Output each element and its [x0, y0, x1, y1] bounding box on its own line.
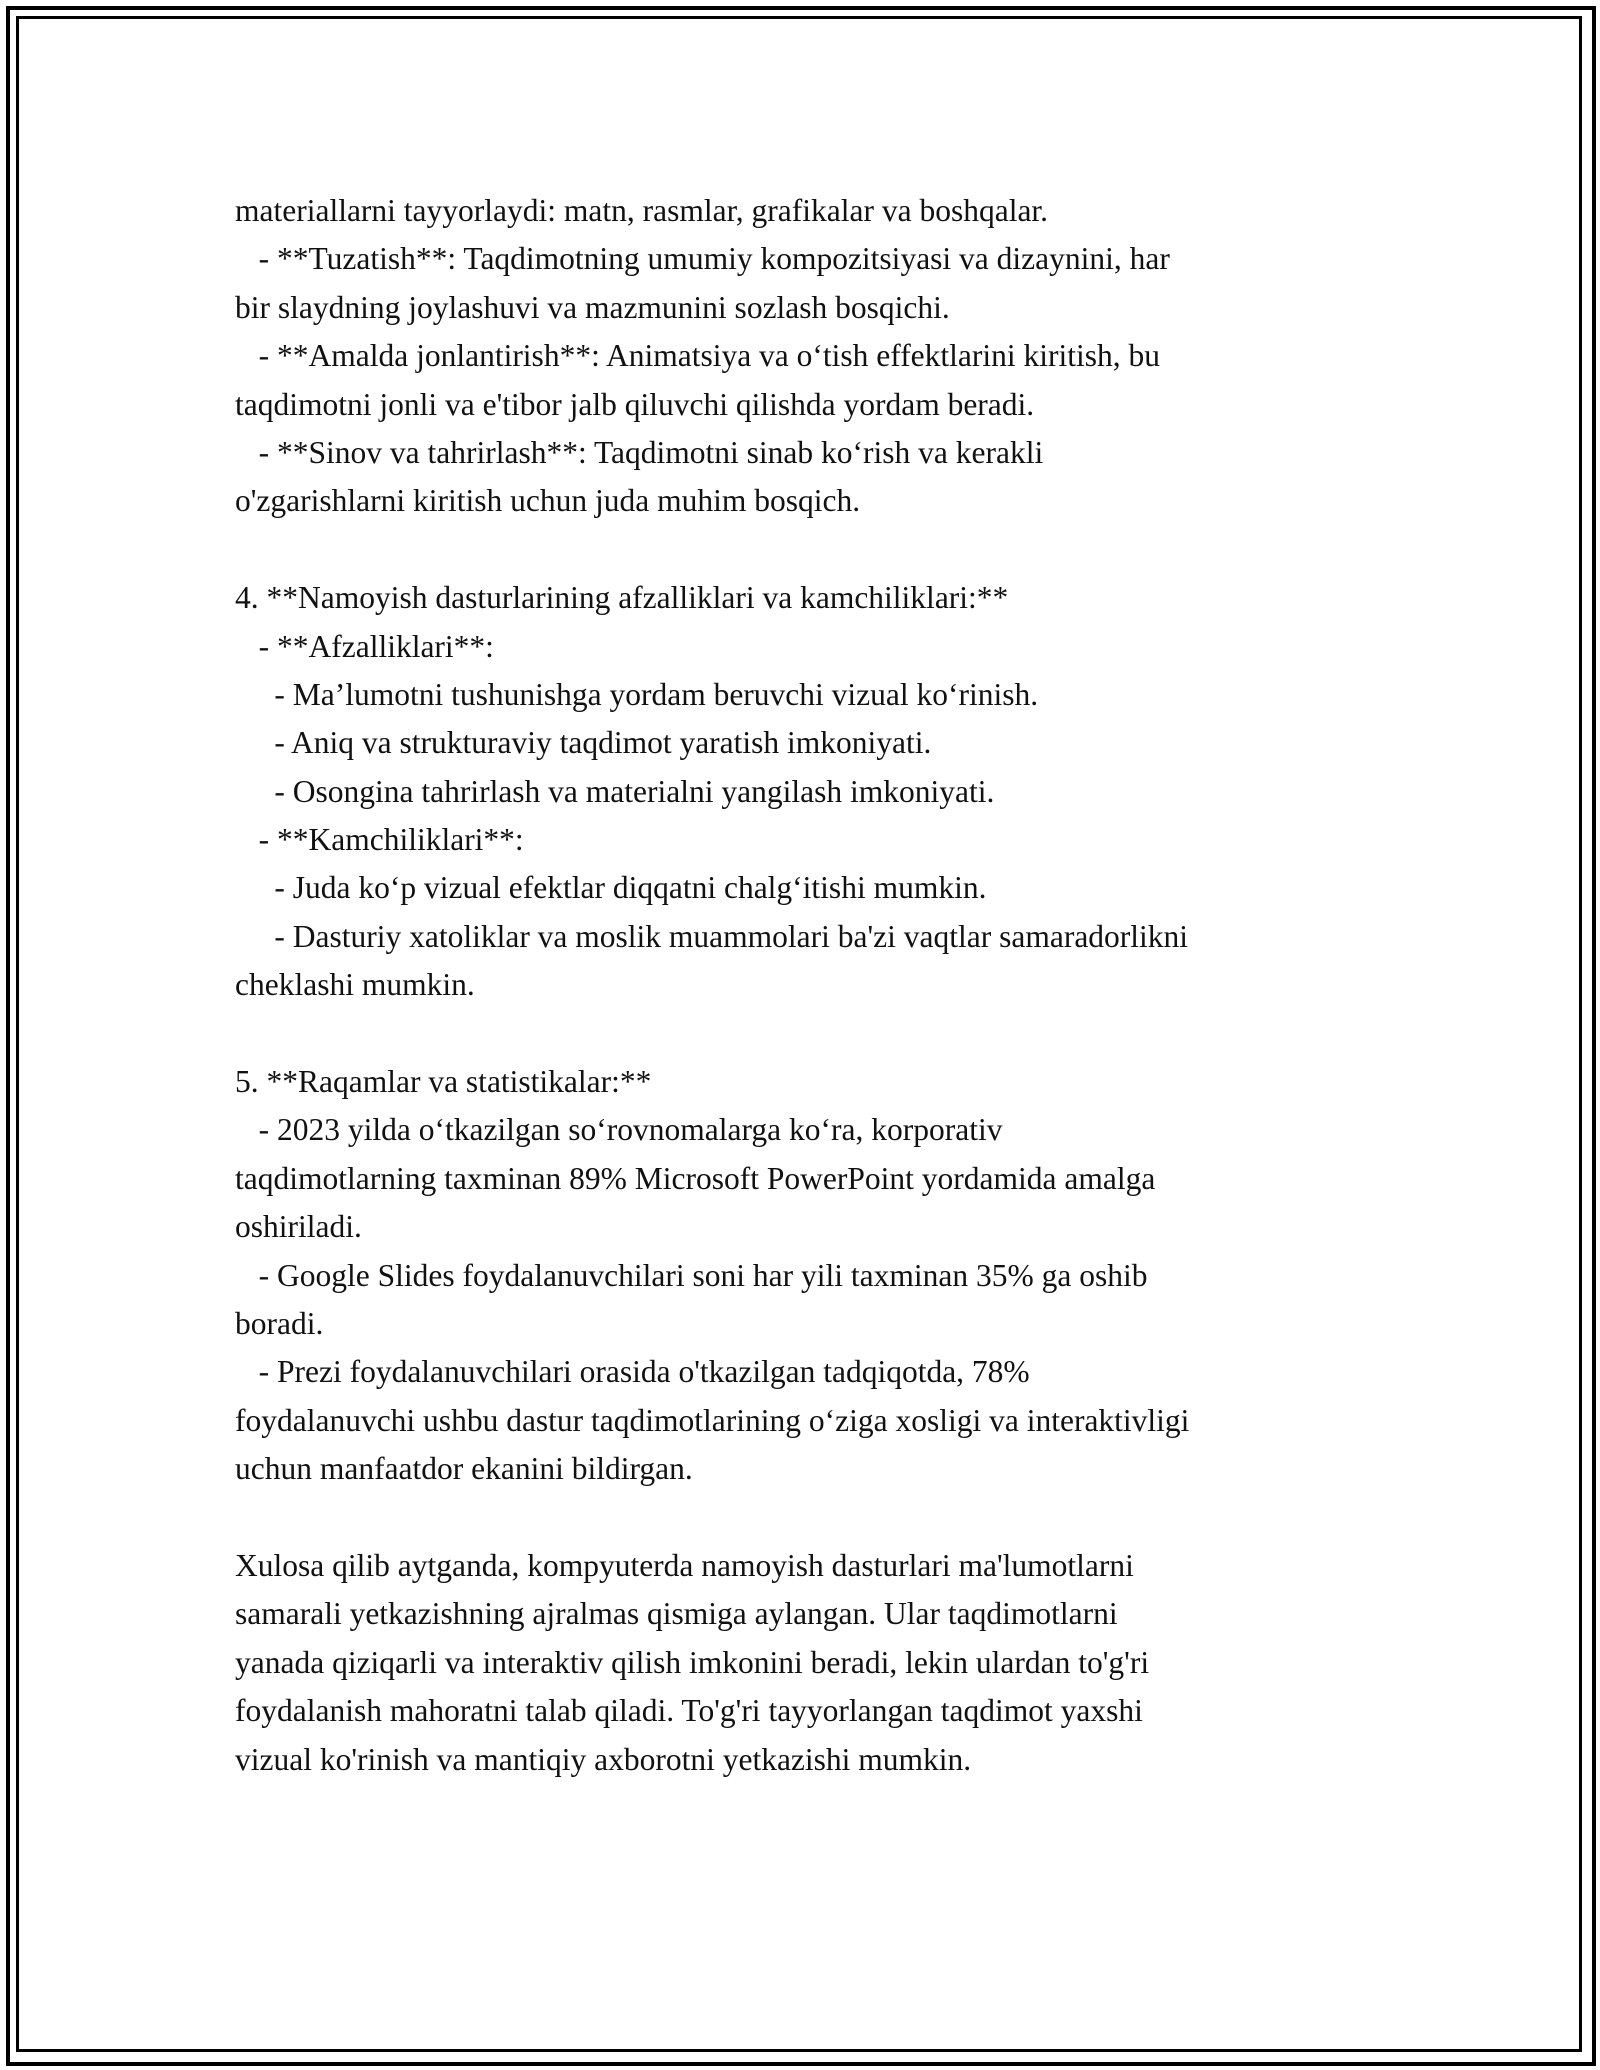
- text-line: - **Amalda jonlantirish**: Animatsiya va o‘tish effektlarini kiritish, bu: [235, 338, 1161, 374]
- text-line: foydalanuvchi ushbu dastur taqdimotlarining o‘ziga xosligi va interaktivligi: [235, 1402, 1190, 1438]
- text-line: o'zgarishlarni kiritish uchun juda muhim bosqich.: [235, 483, 861, 519]
- text-line: - Dasturiy xatoliklar va moslik muammolari ba'zi vaqtlar samaradorlikni: [235, 918, 1189, 954]
- text-line: boradi.: [235, 1305, 324, 1341]
- text-line: samarali yetkazishning ajralmas qismiga aylangan. Ular taqdimotlarni: [235, 1596, 1118, 1632]
- text-line: bir slaydning joylashuvi va mazmunini sozlash bosqichi.: [235, 289, 950, 325]
- text-line: Xulosa qilib aytganda, kompyuterda namoyish dasturlari ma'lumotlarni: [235, 1547, 1134, 1583]
- text-line: vizual ko'rinish va mantiqiy axborotni yetkazishi mumkin.: [235, 1741, 972, 1777]
- text-line: uchun manfaatdor ekanini bildirgan.: [235, 1451, 693, 1487]
- text-line: - Google Slides foydalanuvchilari soni har yili taxminan 35% ga oshib: [235, 1257, 1148, 1293]
- text-line: - **Afzalliklari**:: [235, 628, 494, 664]
- text-line: materiallarni tayyorlaydi: matn, rasmlar, grafikalar va boshqalar.: [235, 193, 1049, 228]
- text-line: cheklashi mumkin.: [235, 967, 475, 1003]
- text-line: oshiriladi.: [235, 1209, 362, 1245]
- text-line: foydalanish mahoratni talab qiladi. To'g'ri tayyorlangan taqdimot yaxshi: [235, 1693, 1143, 1729]
- text-line: - **Sinov va tahrirlash**: Taqdimotni sinab ko‘rish va kerakli: [235, 434, 1044, 470]
- text-line: - **Tuzatish**: Taqdimotning umumiy kompozitsiyasi va dizaynini, har: [235, 241, 1170, 277]
- text-line: 4. **Namoyish dasturlarining afzalliklari va kamchiliklari:**: [235, 580, 1009, 616]
- text-line: - Prezi foydalanuvchilari orasida o'tkazilgan tadqiqotda, 78%: [235, 1354, 1030, 1390]
- text-line: - Juda ko‘p vizual efektlar diqqatni chalg‘itishi mumkin.: [235, 870, 987, 906]
- paragraph-gap: [235, 526, 1365, 574]
- document-body: [235, 187, 1365, 1784]
- text-line: yanada qiziqarli va interaktiv qilish imkonini beradi, lekin ulardan to'g'ri: [235, 1644, 1150, 1680]
- text-line: - **Kamchiliklari**:: [235, 822, 524, 858]
- text-line: taqdimotlarning taxminan 89% Microsoft PowerPoint yordamida amalga: [235, 1160, 1156, 1196]
- text-line: - Aniq va strukturaviy taqdimot yaratish imkoniyati.: [235, 725, 932, 761]
- text-line: 5. **Raqamlar va statistikalar:**: [235, 1064, 652, 1100]
- paragraph-gap: [235, 1010, 1365, 1058]
- paragraph-gap: [235, 1494, 1365, 1542]
- text-line: - Osongina tahrirlash va materialni yangilash imkoniyati.: [235, 773, 995, 809]
- text-line: - Ma’lumotni tushunishga yordam beruvchi vizual ko‘rinish.: [235, 676, 1039, 712]
- text-line: - 2023 yilda o‘tkazilgan so‘rovnomalarga ko‘ra, korporativ: [235, 1112, 1003, 1148]
- text-line: taqdimotni jonli va e'tibor jalb qiluvchi qilishda yordam beradi.: [235, 386, 1035, 422]
